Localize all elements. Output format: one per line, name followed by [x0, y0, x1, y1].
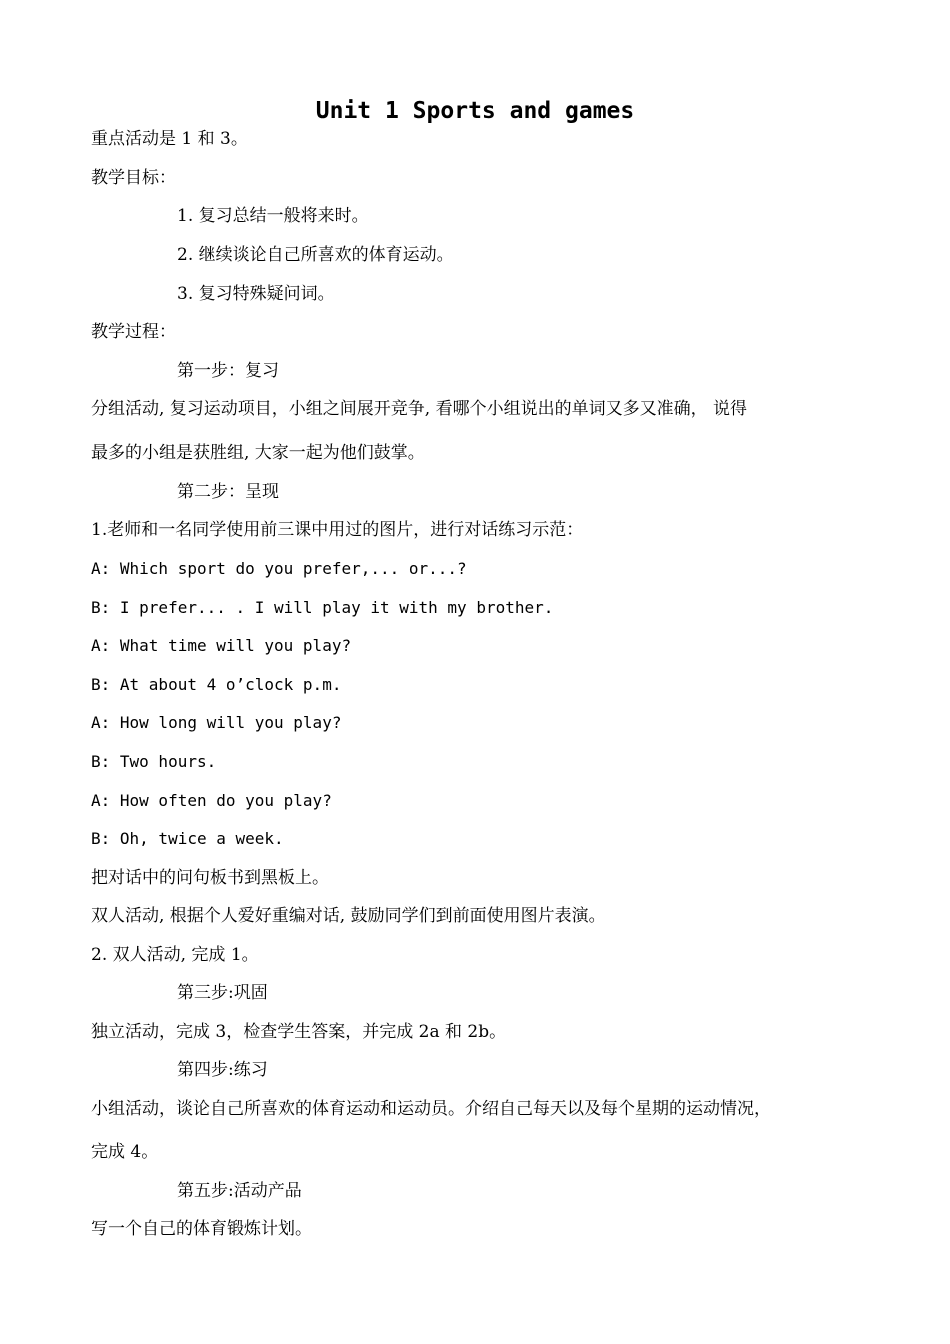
dialogue-line: A: What time will you play?: [91, 636, 352, 655]
dialogue-line: A: How long will you play?: [91, 713, 342, 732]
step5-text: 写一个自己的体育锻炼计划。: [91, 1219, 312, 1239]
step2-heading: 第二步：呈现: [177, 482, 279, 502]
dialogue-line: B: Two hours.: [91, 752, 217, 771]
step4-heading: 第四步:练习: [177, 1060, 268, 1080]
dialogue-line: B: Oh, twice a week.: [91, 829, 284, 848]
step3-heading: 第三步:巩固: [177, 983, 268, 1003]
step1-text-line2: 最多的小组是获胜组, 大家一起为他们鼓掌。: [91, 443, 425, 463]
dialogue-line: B: I prefer... . I will play it with my brother.: [91, 598, 554, 617]
step1-heading: 第一步：复习: [177, 361, 279, 381]
objectives-heading: 教学目标：: [91, 168, 176, 188]
focus-activities: 重点活动是 1 和 3。: [91, 129, 248, 149]
dialogue-line: B: At about 4 o’clock p.m.: [91, 675, 342, 694]
step2-note: 把对话中的问句板书到黑板上。: [91, 868, 329, 888]
step3-text: 独立活动，完成 3，检查学生答案，并完成 2a 和 2b。: [91, 1022, 507, 1042]
dialogue-line: A: Which sport do you prefer,... or...?: [91, 559, 467, 578]
step4-text-line2: 完成 4。: [91, 1142, 159, 1162]
document-title: Unit 1 Sports and games: [315, 98, 635, 124]
step2-intro: 1.老师和一名同学使用前三课中用过的图片，进行对话练习示范：: [91, 520, 584, 540]
objective-item: 3. 复习特殊疑问词。: [177, 284, 335, 304]
step1-text-line1: 分组活动, 复习运动项目，小组之间展开竞争, 看哪个小组说出的单词又多又准确， 说得: [91, 399, 748, 419]
objective-item: 1. 复习总结一般将来时。: [177, 206, 369, 226]
step2-note: 2. 双人活动, 完成 1。: [91, 945, 259, 965]
step4-text-line1: 小组活动，谈论自己所喜欢的体育运动和运动员。介绍自己每天以及每个星期的运动情况，: [91, 1099, 771, 1119]
step5-heading: 第五步:活动产品: [177, 1181, 302, 1201]
process-heading: 教学过程：: [91, 322, 176, 342]
step2-note: 双人活动, 根据个人爱好重编对话, 鼓励同学们到前面使用图片表演。: [91, 906, 606, 926]
dialogue-line: A: How often do you play?: [91, 791, 332, 810]
objective-item: 2. 继续谈论自己所喜欢的体育运动。: [177, 245, 454, 265]
